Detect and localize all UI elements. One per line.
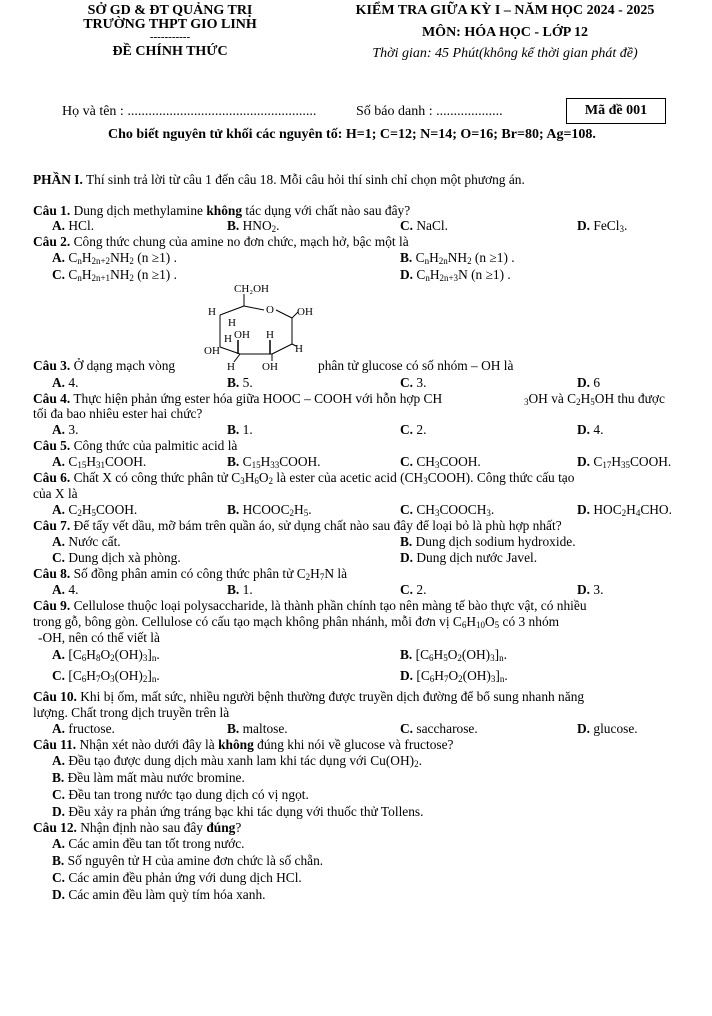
svg-text:OH: OH	[297, 306, 313, 318]
q2-option-b: B. $C_nH_{2n}NH_2$ (n ≥1) .	[400, 250, 515, 266]
q5-option-c: C. $CH_3COOH$.	[400, 454, 481, 470]
q7-option-b: B. Dung dịch sodium hydroxide.	[400, 534, 576, 549]
q2-option-d: D. $C_nH_{2n+3}N$ (n ≥1) .	[400, 267, 511, 283]
q3-option-c: C. 3.	[400, 375, 427, 390]
svg-text:H: H	[295, 343, 303, 355]
question-10: Câu 10. Khi bị ốm, mất sức, nhiều người bệnh thường được truyền dịch đường để bổ sung nhanh năng	[33, 689, 585, 704]
q1-option-a: A. HCl.	[52, 218, 95, 233]
question-11: Câu 11. Nhận xét nào dưới đây là không đúng khi nói về glucose và fructose?	[33, 737, 454, 752]
q10-option-b: B. maltose.	[227, 721, 288, 736]
question-4-line2: tối đa bao nhiêu ester hai chức?	[33, 406, 203, 421]
question-10-line2: lượng. Chất trong dịch truyền trên là	[33, 705, 230, 720]
svg-text:OH: OH	[262, 361, 278, 372]
svg-text:H: H	[224, 333, 232, 345]
q4-option-a: A. 3.	[52, 422, 79, 437]
question-1: Câu 1. Dung dịch methylamine không tác dụng với chất nào sau đây?	[33, 203, 411, 218]
q3-option-a: A. 4.	[52, 375, 79, 390]
question-12: Câu 12. Nhận định nào sau đây đúng?	[33, 820, 242, 835]
q11-option-c: C. Đều tan trong nước tạo dung dịch có vị ngọt.	[52, 787, 309, 802]
q6-option-c: C. $CH_3COOCH_3$.	[400, 502, 495, 518]
subject-title: MÔN: HÓA HỌC - LỚP 12	[421, 25, 589, 40]
svg-text:CH₂OH: CH₂OH	[234, 283, 270, 295]
q9-option-b: B. $[C_6H_5O_2(OH)_3]_n$.	[400, 647, 507, 663]
q10-option-d: D. glucose.	[577, 721, 638, 736]
svg-text:OH: OH	[234, 329, 250, 341]
q2-option-c: C. $C_nH_{2n+1}NH_2$ (n ≥1) .	[52, 267, 177, 283]
glucose-ring-structure	[200, 282, 325, 372]
q7-option-a: A. Nước cất.	[52, 534, 121, 549]
question-6-line2: của X là	[33, 486, 78, 501]
q6-option-d: D. $HOC_2H_4CHO$.	[577, 502, 672, 518]
question-7: Câu 7. Để tẩy vết dầu, mỡ bám trên quần áo, sử dụng chất nào sau đây để loại bỏ là phù hợp nhất?	[33, 518, 562, 533]
name-field: Họ và tên : ......................................................	[62, 104, 317, 119]
q11-option-a: A. Đều tạo được dung dịch màu xanh lam khi tác dụng với $Cu(OH)_2$.	[52, 753, 422, 769]
q8-option-c: C. 2.	[400, 582, 427, 597]
q5-option-b: B. $C_{15}H_{33}COOH$.	[227, 454, 321, 470]
q1-option-d: D. FeCl$_3$.	[577, 218, 628, 234]
q6-option-b: B. $HCOOC_2H_5$.	[227, 502, 312, 518]
q12-option-b: B. Số nguyên tử H của amine đơn chức là số chẵn.	[52, 853, 324, 868]
question-3-tail: phân tử glucose có số nhóm – OH là	[318, 358, 514, 373]
q10-option-c: C. saccharose.	[400, 721, 478, 736]
q11-option-d: D. Đều xảy ra phản ứng tráng bạc khi tác dụng với thuốc thử Tollens.	[52, 804, 424, 819]
exam-time: Thời gian: 45 Phút(không kể thời gian phát đề)	[372, 46, 638, 61]
q4-option-b: B. 1.	[227, 422, 253, 437]
question-9-line3: -OH, nên có thể viết là	[38, 630, 160, 645]
svg-text:OH: OH	[204, 345, 220, 357]
school-name: TRƯỜNG THPT GIO LINH	[83, 17, 257, 32]
svg-text:H: H	[208, 306, 216, 318]
q1-option-b: B. $HNO_2$.	[227, 218, 280, 234]
q8-option-a: A. 4.	[52, 582, 79, 597]
svg-text:H: H	[266, 329, 274, 341]
question-4-formula: $_3$OH và $C_2H_5OH$ thu được	[524, 391, 665, 407]
question-3: Câu 3. Ở dạng mạch vòng	[33, 358, 176, 373]
student-id-field: Số báo danh : ...................	[356, 104, 503, 119]
header-divider: -----------	[149, 31, 191, 43]
q7-option-c: C. Dung dịch xà phòng.	[52, 550, 181, 565]
question-8: Câu 8. Số đồng phân amin có công thức phân tử $C_2H_7N$ là	[33, 566, 348, 582]
q8-option-b: B. 1.	[227, 582, 253, 597]
q12-option-c: C. Các amin đều phản ứng với dung dịch HCl.	[52, 870, 302, 885]
q4-option-d: D. 4.	[577, 422, 604, 437]
q2-option-a: A. $C_nH_{2n+2}NH_2$ (n ≥1) .	[52, 250, 177, 266]
svg-text:H: H	[227, 361, 235, 372]
exam-title: KIỂM TRA GIỮA KỲ I – NĂM HỌC 2024 - 2025	[355, 3, 655, 18]
q9-option-a: A. $[C_6H_8O_2(OH)_3]_n$.	[52, 647, 160, 663]
q1-option-c: C. NaCl.	[400, 218, 449, 233]
question-5: Câu 5. Công thức của palmitic acid là	[33, 438, 238, 453]
question-2: Câu 2. Công thức chung của amine no đơn chức, mạch hở, bậc một là	[33, 234, 409, 249]
q3-option-b: B. 5.	[227, 375, 253, 390]
question-6: Câu 6. Chất X có công thức phân tử $C_3H_6O_2$ là ester của acetic acid $(CH_3COOH)$. Công thức cấu tạo	[33, 470, 575, 486]
question-9-line2: trong gỗ, bông gòn. Cellulose có cấu tạo mạch không phân nhánh, mỗi đơn vị $C_6H_{10}O_5$ có 3 nhóm	[33, 614, 560, 630]
q10-option-a: A. fructose.	[52, 721, 115, 736]
question-9: Câu 9. Cellulose thuộc loại polysaccharide, là thành phần chính tạo nên màng tế bào thực vật, có nhiều	[33, 598, 587, 613]
svg-text:O: O	[266, 304, 274, 316]
dept-name: SỞ GD & ĐT QUẢNG TRỊ	[87, 3, 253, 18]
q12-option-d: D. Các amin đều làm quỳ tím hóa xanh.	[52, 887, 266, 902]
q9-option-d: D. $[C_6H_7O_2(OH)_3]_n$.	[400, 668, 508, 684]
q6-option-a: A. $C_2H_5COOH$.	[52, 502, 138, 518]
q3-option-d: D. 6	[577, 375, 601, 390]
official-label: ĐỀ CHÍNH THỨC	[112, 44, 228, 59]
part1-instruction: PHẦN I. Thí sinh trả lời từ câu 1 đến câu 18. Mỗi câu hỏi thí sinh chỉ chọn một phương án.	[33, 172, 525, 187]
q4-option-c: C. 2.	[400, 422, 427, 437]
svg-text:H: H	[228, 317, 236, 329]
q5-option-d: D. $C_{17}H_{35}COOH$.	[577, 454, 672, 470]
q12-option-a: A. Các amin đều tan tốt trong nước.	[52, 836, 245, 851]
q7-option-d: D. Dung dịch nước Javel.	[400, 550, 538, 565]
question-4: Câu 4. Thực hiện phản ứng ester hóa giữa HOOC – COOH với hỗn hợp CH	[33, 391, 443, 406]
atomic-masses: Cho biết nguyên tử khối các nguyên tố: H=1; C=12; N=14; O=16; Br=80; Ag=108.	[108, 127, 596, 142]
q5-option-a: A. $C_{15}H_{31}COOH$.	[52, 454, 147, 470]
q11-option-b: B. Đều làm mất màu nước bromine.	[52, 770, 245, 785]
exam-code: Mã đề 001	[584, 103, 648, 118]
q9-option-c: C. $[C_6H_7O_3(OH)_2]_n$.	[52, 668, 160, 684]
q8-option-d: D. 3.	[577, 582, 604, 597]
